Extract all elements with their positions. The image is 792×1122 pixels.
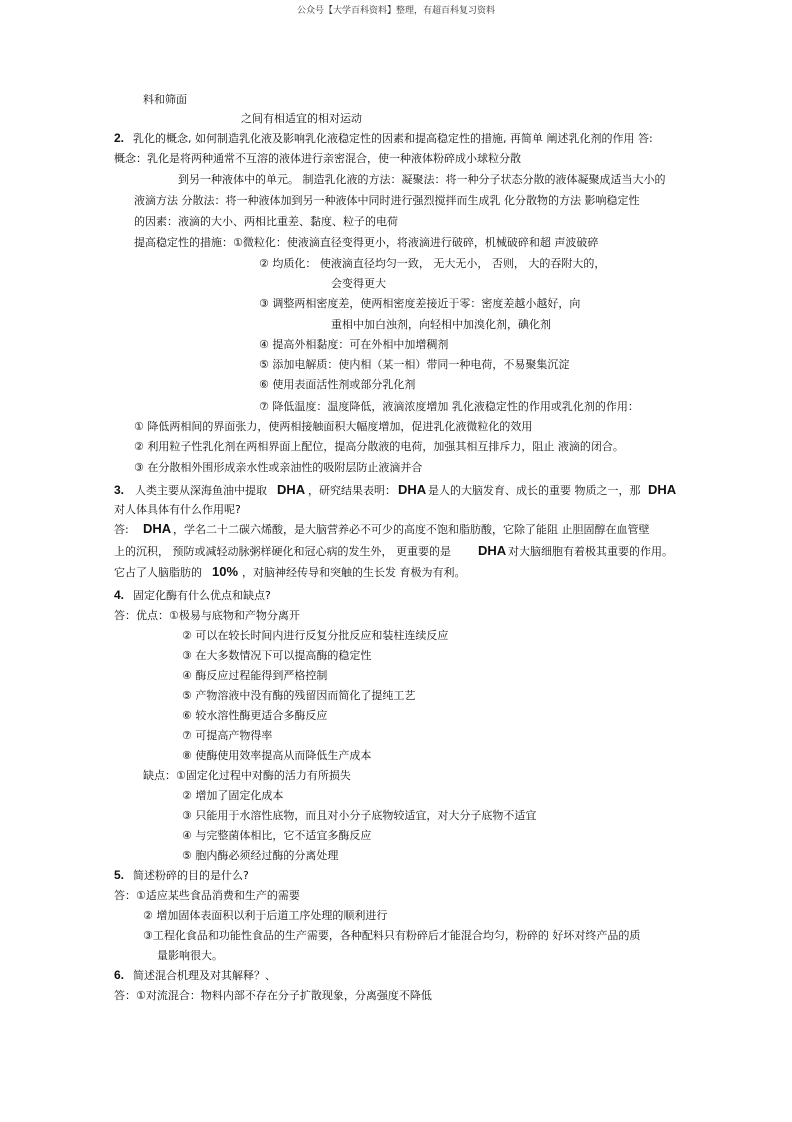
list-item: ⑦ 降低温度：温度降低，液滴浓度增加 乳化液稳定性的作用或乳化剂的作用：: [259, 400, 639, 413]
list-item: ③ 调整两相密度差，使两相密度差接近于零：密度差越小越好，向: [259, 297, 581, 310]
question-number: 6.: [114, 968, 125, 982]
list-item: ⑥ 较水溶性酶更适合多酶反应: [182, 709, 328, 722]
question-number: 5.: [114, 868, 125, 882]
bold-term: DHA: [478, 543, 507, 558]
text-line: 到另一种液体中的单元。 制造乳化液的方法：凝聚法：将一种分子状态分散的液体凝聚成适当大小的: [178, 173, 666, 186]
bold-term: DHA: [143, 521, 172, 536]
question-text: 乳化的概念, 如何制造乳化液及影响乳化液稳定性的因素和提高稳定性的措施, 再简单 阐述乳化剂的作用 答:: [133, 132, 653, 145]
list-item: ② 增加固体表面积以利于后道工序处理的顺利进行: [143, 909, 388, 922]
text-line: 液滴方法 分散法：将一种液体加到另一种液体中同时进行强烈搅拌而生成乳 化分散物的方法 影响稳定性: [134, 194, 640, 207]
list-item: ② 利用粒子性乳化剂在两相界面上配位，提高分散液的电荷，加强其相互排斥力，阻止 液滴的闭合。: [134, 440, 624, 453]
text-line: 答：①对流混合：物料内部不存在分子扩散现象，分离强度不降低: [114, 989, 432, 1002]
list-item: ④ 与完整菌体相比，它不适宜多酶反应: [182, 829, 372, 842]
list-item: ⑤ 添加电解质：使内相（某一相）带同一种电荷，不易聚集沉淀: [259, 358, 570, 371]
list-item: ② 增加了固定化成本: [182, 789, 284, 802]
list-item: ④ 酶反应过程能得到严格控制: [182, 669, 328, 682]
text-line: 量影响很大。: [157, 949, 223, 962]
question-text: 固定化酶有什么优点和缺点?: [133, 589, 271, 602]
list-item: ② 可以在较长时间内进行反复分批反应和装柱连续反应: [182, 629, 449, 642]
text-line: 重相中加白浊剂，向轻相中加溴化剂，碘化剂: [331, 318, 551, 331]
list-item: ③工程化食品和功能性食品的生产需要，各种配料只有粉碎后才能混合均匀，粉碎的 好坏对终产品的质: [143, 929, 641, 942]
text-line: 缺点：①固定化过程中对酶的活力有所损失: [143, 769, 351, 782]
list-item: ④ 提高外相黏度：可在外相中加增稠剂: [259, 338, 449, 351]
list-item: ③ 只能用于水溶性底物，而且对小分子底物较适宜，对大分子底物不适宜: [182, 809, 537, 822]
list-item: ⑦ 可提高产物得率: [182, 729, 273, 742]
text-line: 对大脑细胞有着极其重要的作用。: [508, 545, 673, 558]
text-line: 的因素：液滴的大小、两相比重差、黏度、粒子的电荷: [134, 215, 398, 228]
text-line: 它占了人脑脂肪的: [114, 566, 202, 579]
answer-label: 答:: [114, 523, 129, 536]
question-text: 对人体具体有什么作用呢?: [114, 503, 241, 516]
question-text: 是人的大脑发育、成长的重要 物质之一，那: [428, 484, 641, 497]
bold-term: DHA: [398, 482, 427, 497]
question-text: 简述粉碎的目的是什么?: [133, 869, 249, 882]
page-header: 公众号【大学百科资料】整理，有超百科复习资料: [296, 6, 495, 16]
list-item: ③ 在分散相外围形成亲水性或亲油性的吸附层防止液滴并合: [134, 461, 423, 474]
list-item: ⑥ 使用表面活性剂或部分乳化剂: [259, 378, 416, 391]
text-line: 上的沉积， 预防或减轻动脉粥样硬化和冠心病的发生外， 更重要的是: [114, 545, 451, 558]
question-text: 人类主要从深海鱼油中提取: [135, 484, 267, 497]
list-item: ③ 在大多数情况下可以提高酶的稳定性: [182, 649, 372, 662]
list-item: ② 均质化： 使液滴直径均匀一致， 无大无小， 否则， 大的吞附大的，: [259, 257, 606, 270]
text-line: 概念：乳化是将两种通常不互溶的液体进行亲密混合，使一种液体粉碎成小球粒分散: [114, 152, 521, 165]
text-line: 料和筛面: [143, 93, 187, 106]
list-item: ⑤ 胞内酶必须经过酶的分离处理: [182, 849, 339, 862]
question-number: 2.: [114, 131, 125, 145]
bold-term: DHA: [277, 482, 306, 497]
text-line: 之间有相适宜的相对运动: [241, 112, 362, 125]
list-item: ① 降低两相间的界面张力，使两相接触面积大幅度增加，促进乳化液微粒化的效用: [134, 420, 533, 433]
text-line: 会变得更大: [331, 277, 386, 290]
bold-term: DHA: [648, 482, 677, 497]
list-item: ⑧ 使酶使用效率提高从而降低生产成本: [182, 749, 372, 762]
question-number: 4.: [114, 588, 125, 602]
question-text: ，研究结果表明：: [308, 484, 396, 497]
question-text: 简述混合机理及对其解释？、: [133, 969, 276, 982]
question-number: 3.: [114, 483, 125, 497]
text-line: ，学名二十二碳六烯酸，是大脑营养必不可少的高度不饱和脂肪酸，它除了能阻 止胆固醇在血管壁: [173, 523, 650, 536]
text-line: 提高稳定性的措施：①微粒化：使液滴直径变得更小，将液滴进行破碎，机械破碎和超 声波破碎: [134, 236, 599, 249]
text-line: ，对脑神经传导和突触的生长发 育极为有利。: [242, 566, 466, 579]
text-line: 答：优点：①极易与底物和产物分离开: [114, 609, 300, 622]
bold-term: 10%: [212, 564, 239, 579]
text-line: 答：①适应某些食品消费和生产的需要: [114, 889, 300, 902]
list-item: ⑤ 产物溶液中没有酶的残留因而简化了提纯工艺: [182, 689, 416, 702]
